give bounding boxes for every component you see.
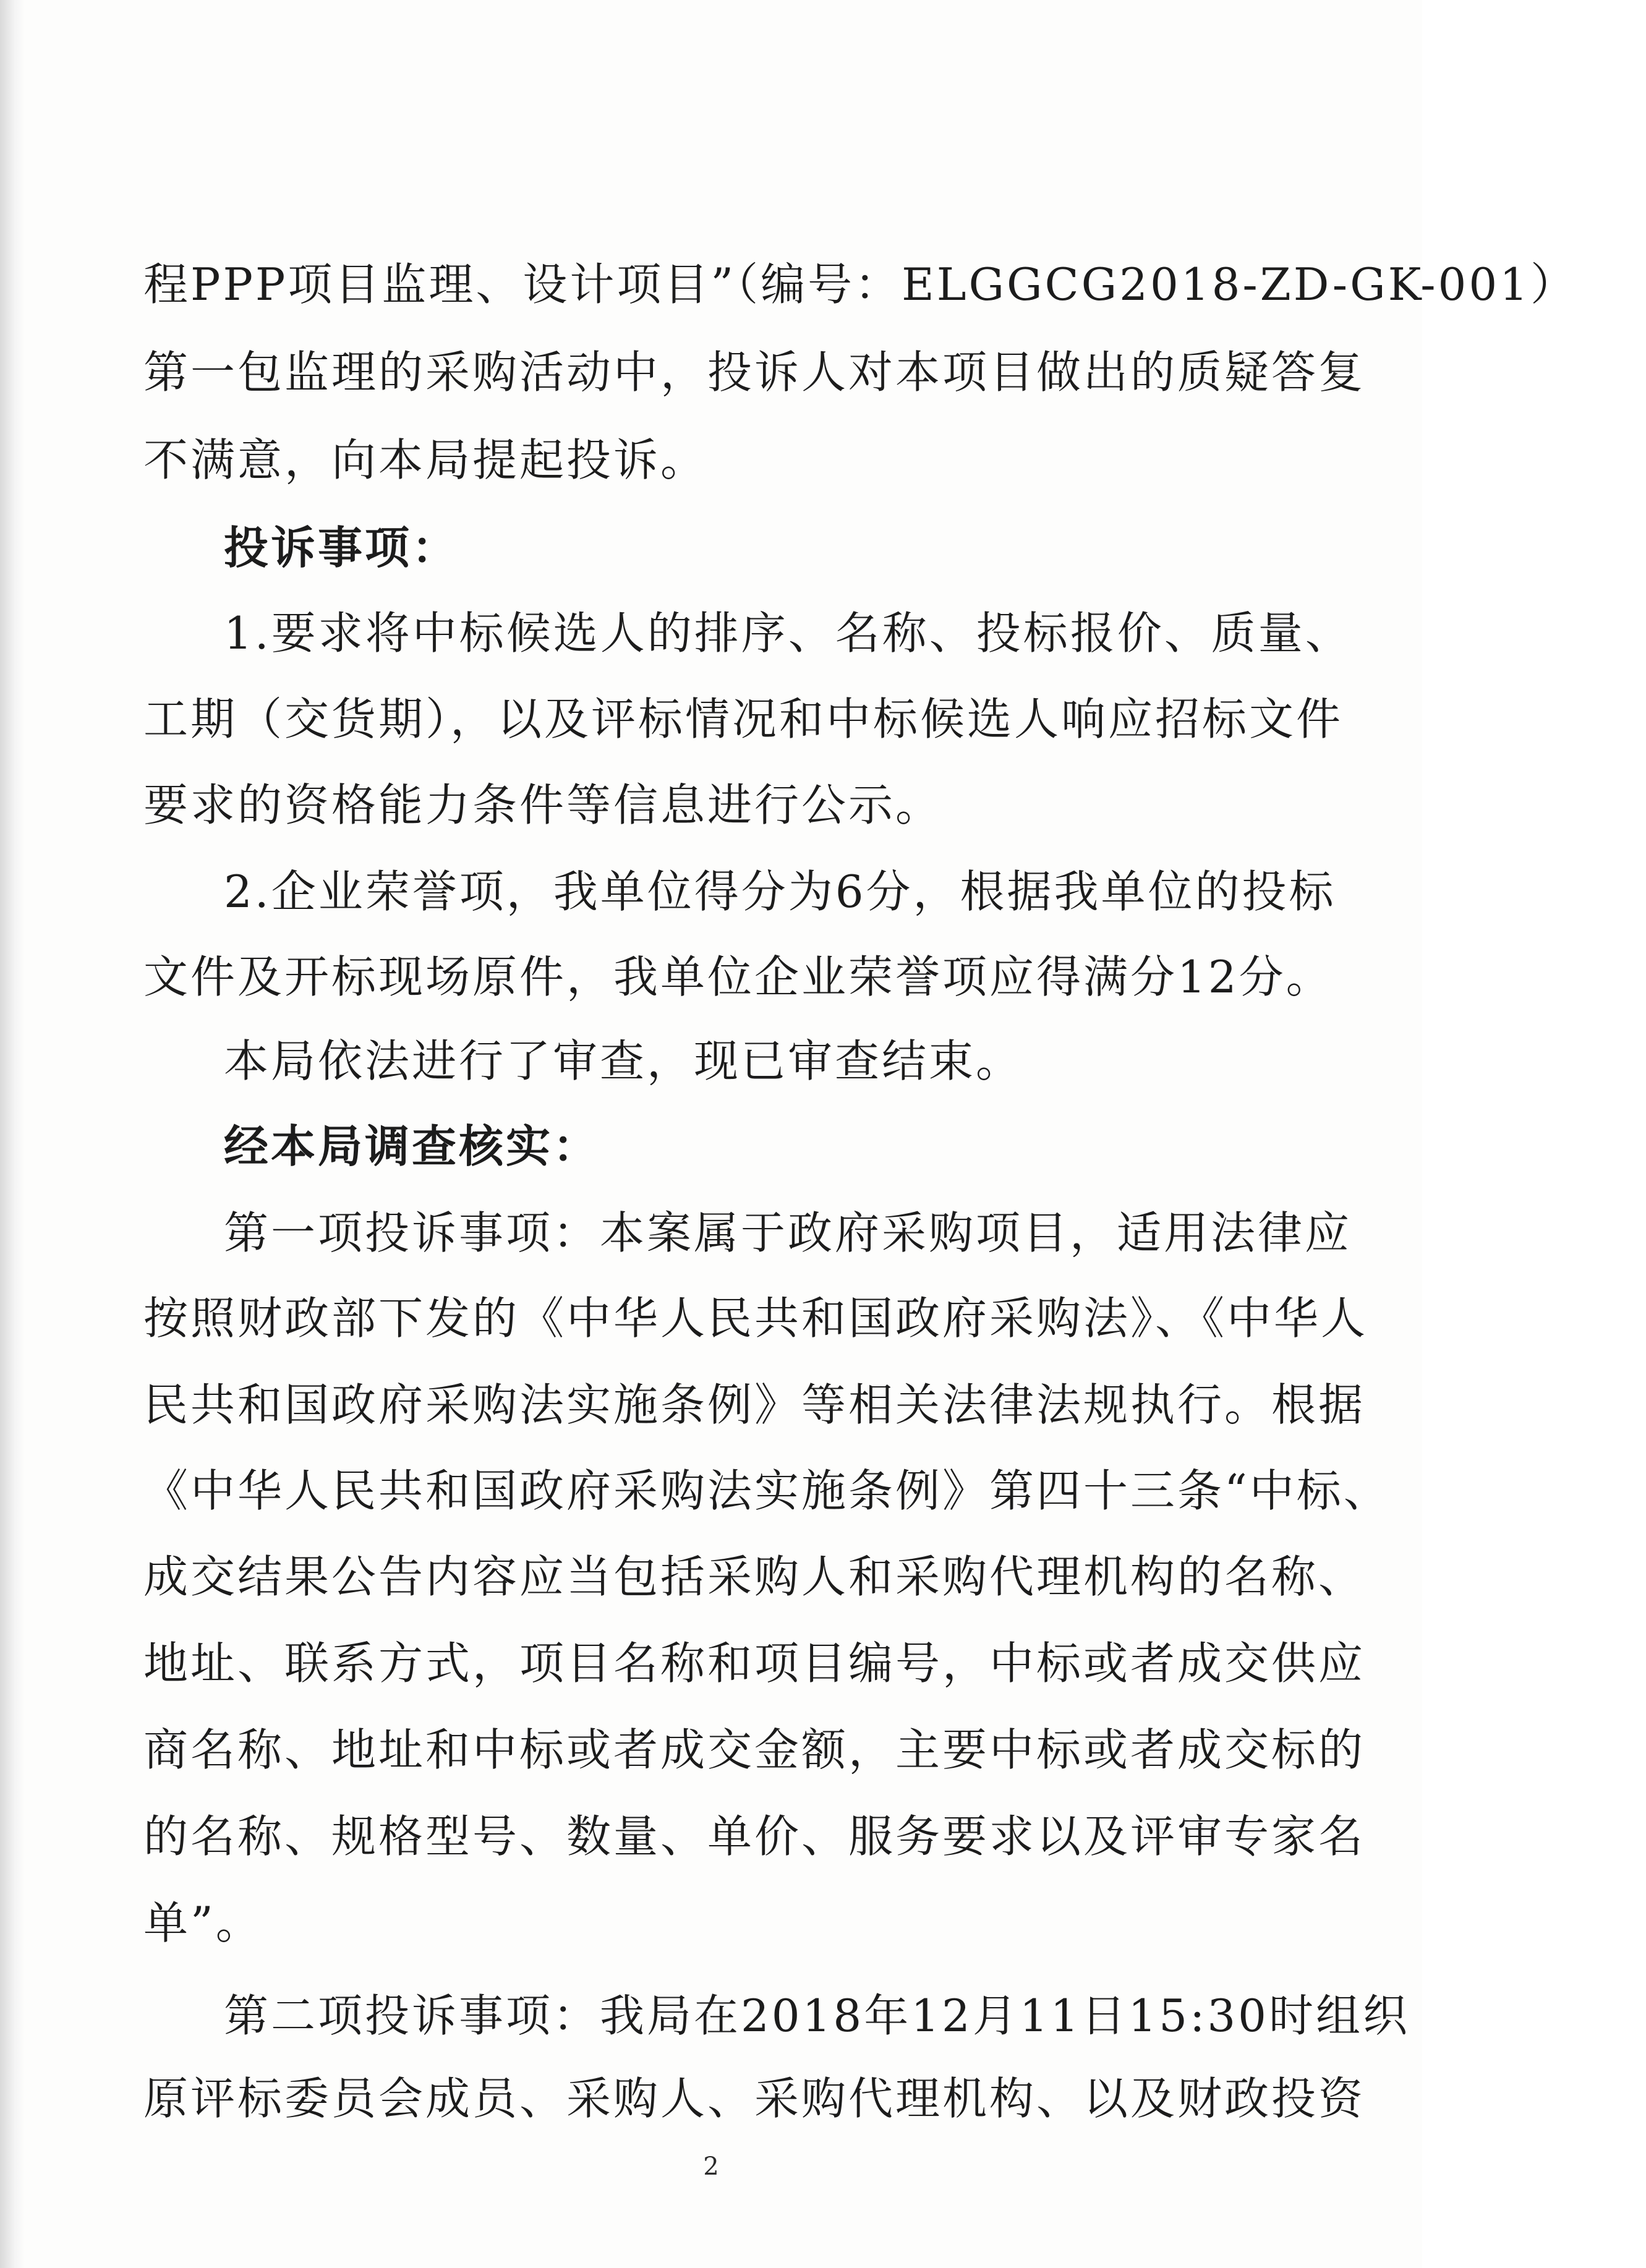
text-line: 商名称、地址和中标或者成交金额，主要中标或者成交标的 — [143, 1724, 1366, 1776]
text-line: 第一包监理的采购活动中，投诉人对本项目做出的质疑答复 — [143, 346, 1366, 398]
text-line: 第一项投诉事项：本案属于政府采购项目，适用法律应 — [224, 1207, 1352, 1259]
text-line: 按照财政部下发的《中华人民共和国政府采购法》、《中华人 — [143, 1292, 1368, 1344]
text-line: 工期（交货期），以及评标情况和中标候选人响应招标文件 — [143, 693, 1344, 745]
text-line: 单”。 — [143, 1897, 263, 1949]
text-line: 《中华人民共和国政府采购法实施条例》第四十三条“中标、 — [143, 1465, 1391, 1517]
text-line: 第二项投诉事项：我局在2018年12月11日15:30时组织 — [224, 1990, 1410, 2042]
section-heading-complaint-items: 投诉事项： — [224, 521, 459, 574]
text-line: 成交结果公告内容应当包括采购人和采购代理机构的名称、 — [143, 1551, 1366, 1603]
text-line: 的名称、规格型号、数量、单价、服务要求以及评审专家名 — [143, 1810, 1366, 1862]
text-line: 1.要求将中标候选人的排序、名称、投标报价、质量、 — [224, 607, 1352, 659]
text-line: 民共和国政府采购法实施条例》等相关法律法规执行。根据 — [143, 1379, 1366, 1431]
text-line: 程PPP项目监理、设计项目”（编号：ELGGCG2018-ZD-GK-001） — [143, 258, 1577, 310]
text-line: 要求的资格能力条件等信息进行公示。 — [143, 779, 943, 831]
text-line: 地址、联系方式，项目名称和项目编号，中标或者成交供应 — [143, 1637, 1366, 1689]
text-line: 文件及开标现场原件，我单位企业荣誉项应得满分12分。 — [143, 951, 1333, 1003]
text-line: 2.企业荣誉项，我单位得分为6分，根据我单位的投标 — [224, 866, 1336, 918]
text-line: 不满意，向本局提起投诉。 — [143, 434, 708, 486]
section-heading-investigation: 经本局调查核实： — [224, 1120, 600, 1172]
page-number: 2 — [703, 2152, 719, 2181]
text-line: 本局依法进行了审查，现已审查结束。 — [224, 1035, 1023, 1087]
text-line: 原评标委员会成员、采购人、采购代理机构、以及财政投资 — [143, 2073, 1366, 2125]
